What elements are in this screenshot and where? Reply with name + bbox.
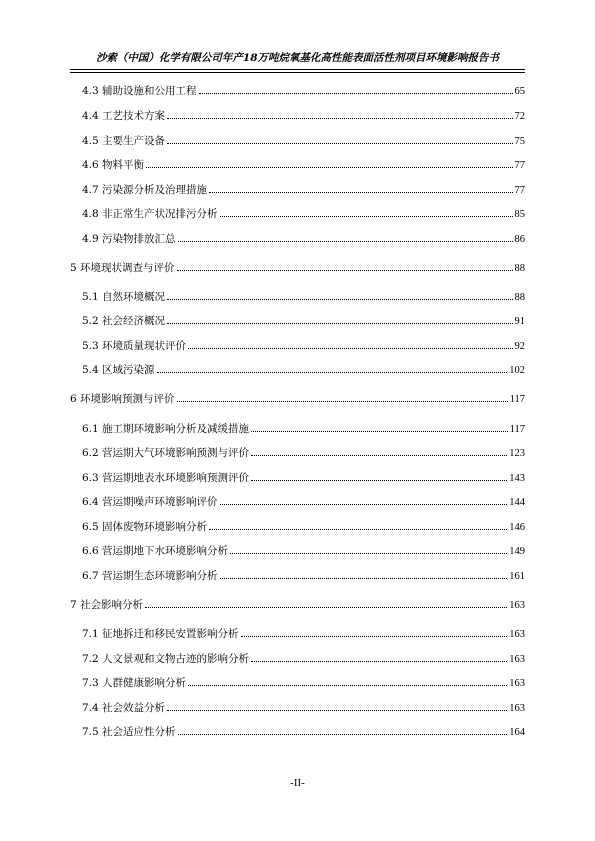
toc-entry[interactable] xyxy=(70,391,525,406)
toc-entry[interactable] xyxy=(82,289,525,304)
toc-leader-dots xyxy=(145,607,507,608)
toc-leader-dots xyxy=(157,372,508,373)
toc-entry-title: 4.9 污染物排放汇总 xyxy=(82,233,176,245)
toc-leader-dots xyxy=(251,455,507,456)
toc-entry[interactable] xyxy=(82,157,525,172)
toc-entry-page: 88 xyxy=(514,292,525,303)
toc-entry[interactable] xyxy=(82,338,525,353)
toc-entry-page: 102 xyxy=(509,365,525,376)
toc-entry-page: 163 xyxy=(509,703,525,714)
toc-entry-page: 117 xyxy=(509,394,525,405)
toc-entry-page: 163 xyxy=(509,629,525,640)
toc-entry-page: 117 xyxy=(509,424,525,435)
toc-entry[interactable] xyxy=(82,362,525,377)
toc-entry[interactable] xyxy=(82,182,525,197)
toc-entry[interactable] xyxy=(82,568,525,583)
toc-entry-title: 5 环境现状调查与评价 xyxy=(70,262,175,274)
toc-entry[interactable] xyxy=(82,626,525,641)
toc-leader-dots xyxy=(167,118,512,119)
toc-entry-page: 85 xyxy=(514,209,525,220)
toc-entry-page: 88 xyxy=(514,263,525,274)
toc-entry-page: 149 xyxy=(509,546,525,557)
toc-leader-dots xyxy=(188,348,512,349)
toc-entry-title: 4.7 污染源分析及治理措施 xyxy=(82,184,208,196)
toc-entry-page: 164 xyxy=(509,727,525,738)
toc-entry-title: 5.4 区域污染源 xyxy=(82,364,155,376)
toc-entry[interactable] xyxy=(82,700,525,715)
toc-entry[interactable] xyxy=(82,675,525,690)
toc-leader-dots xyxy=(241,636,508,637)
toc-entry[interactable] xyxy=(82,108,525,123)
toc-entry[interactable] xyxy=(82,445,525,460)
toc-leader-dots xyxy=(188,685,507,686)
page-number: -II- xyxy=(290,777,305,789)
toc-entry[interactable] xyxy=(82,231,525,246)
toc-entry[interactable] xyxy=(82,494,525,509)
header-rule-thin xyxy=(70,72,525,73)
toc-entry[interactable] xyxy=(82,206,525,221)
toc-entry-title: 4.6 物料平衡 xyxy=(82,159,145,171)
toc-entry-title: 7.5 社会适应性分析 xyxy=(82,726,176,738)
toc-leader-dots xyxy=(178,241,513,242)
toc-entry[interactable] xyxy=(82,543,525,558)
toc-leader-dots xyxy=(209,192,512,193)
toc-leader-dots xyxy=(167,143,512,144)
toc-entry[interactable] xyxy=(70,260,525,275)
toc-entry-title: 7.4 社会效益分析 xyxy=(82,702,166,714)
toc-entry-title: 4.5 主要生产设备 xyxy=(82,135,166,147)
toc-leader-dots xyxy=(199,93,513,94)
toc-entry[interactable] xyxy=(70,597,525,612)
toc-entry-title: 4.8 非正常生产状况排污分析 xyxy=(82,208,218,220)
toc-entry[interactable] xyxy=(82,421,525,436)
toc-entry-page: 144 xyxy=(509,497,525,508)
toc-entry-title: 7.1 征地拆迁和移民安置影响分析 xyxy=(82,628,239,640)
toc-leader-dots xyxy=(220,578,508,579)
toc-entry-page: 161 xyxy=(509,571,525,582)
toc-entry-page: 75 xyxy=(514,136,525,147)
toc-leader-dots xyxy=(177,270,513,271)
toc-leader-dots xyxy=(177,401,508,402)
toc-leader-dots xyxy=(251,661,507,662)
toc-leader-dots xyxy=(167,299,512,300)
toc-entry-title: 6.2 营运期大气环境影响预测与评价 xyxy=(82,447,250,459)
document-header: 沙索（中国）化学有限公司年产18万吨烷氧基化高性能表面活性剂项目环境影响报告书 xyxy=(95,52,500,64)
toc-leader-dots xyxy=(251,431,508,432)
toc-entry-page: 92 xyxy=(514,341,525,352)
toc-entry-title: 6.5 固体废物环境影响分析 xyxy=(82,521,208,533)
toc-leader-dots xyxy=(167,710,507,711)
toc-leader-dots xyxy=(167,323,512,324)
toc-entry[interactable] xyxy=(82,651,525,666)
toc-entry-title: 5.2 社会经济概况 xyxy=(82,315,166,327)
toc-leader-dots xyxy=(209,529,507,530)
toc-entry-title: 4.4 工艺技术方案 xyxy=(82,110,166,122)
toc-leader-dots xyxy=(251,480,507,481)
toc-entry-title: 5.3 环境质量现状评价 xyxy=(82,340,187,352)
toc-entry-title: 6.6 营运期地下水环境影响分析 xyxy=(82,545,229,557)
toc-leader-dots xyxy=(220,504,508,505)
toc-entry-page: 163 xyxy=(509,678,525,689)
toc-entry[interactable] xyxy=(82,313,525,328)
toc-leader-dots xyxy=(146,167,512,168)
toc-entry-title: 6 环境影响预测与评价 xyxy=(70,393,175,405)
toc-entry-title: 6.1 施工期环境影响分析及减缓措施 xyxy=(82,423,250,435)
toc-entry-page: 91 xyxy=(514,316,525,327)
toc-entry-page: 77 xyxy=(514,185,525,196)
toc-entry-page: 163 xyxy=(509,600,525,611)
toc-entry-title: 7.2 人文景观和文物古迹的影响分析 xyxy=(82,653,250,665)
toc-entry-title: 6.7 营运期生态环境影响分析 xyxy=(82,570,218,582)
toc-entry-title: 6.4 营运期噪声环境影响评价 xyxy=(82,496,218,508)
toc-entry-title: 6.3 营运期地表水环境影响预测评价 xyxy=(82,472,250,484)
toc-entry-page: 72 xyxy=(514,111,525,122)
toc-leader-dots xyxy=(178,734,508,735)
toc-entry-page: 77 xyxy=(514,160,525,171)
toc-entry[interactable] xyxy=(82,83,525,98)
toc-entry[interactable] xyxy=(82,519,525,534)
toc-entry-title: 4.3 辅助设施和公用工程 xyxy=(82,85,197,97)
toc-entry-title: 7.3 人群健康影响分析 xyxy=(82,677,187,689)
toc-entry-page: 123 xyxy=(509,448,525,459)
toc-entry[interactable] xyxy=(82,133,525,148)
toc-entry-page: 163 xyxy=(509,654,525,665)
toc-entry-page: 143 xyxy=(509,473,525,484)
toc-entry-page: 146 xyxy=(509,522,525,533)
toc-leader-dots xyxy=(230,553,507,554)
toc-leader-dots xyxy=(220,216,513,217)
toc-entry[interactable] xyxy=(82,724,525,739)
toc-entry-page: 65 xyxy=(514,86,525,97)
toc-entry-title: 5.1 自然环境概况 xyxy=(82,291,166,303)
toc-entry-title: 7 社会影响分析 xyxy=(70,599,144,611)
header-rule xyxy=(70,69,525,70)
toc-entry-page: 86 xyxy=(514,234,525,245)
toc-entry[interactable] xyxy=(82,470,525,485)
